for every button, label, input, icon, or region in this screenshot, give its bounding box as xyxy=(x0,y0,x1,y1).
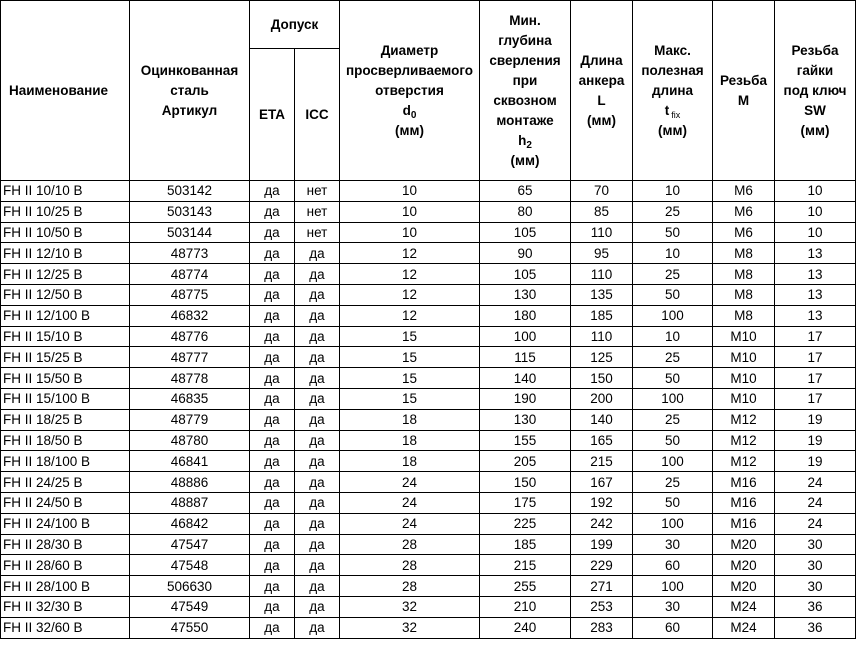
table-row xyxy=(1,347,856,368)
table-row xyxy=(1,305,856,326)
cell-nut-wrench: 17 xyxy=(775,368,856,389)
cell-icc: да xyxy=(295,534,340,555)
cell-diameter: 32 xyxy=(340,617,480,638)
cell-length: 85 xyxy=(571,201,633,222)
table-row xyxy=(1,617,856,638)
cell-article: 48886 xyxy=(130,472,250,493)
cell-thread: M24 xyxy=(713,617,775,638)
cell-length: 110 xyxy=(571,222,633,243)
cell-nut-wrench: 17 xyxy=(775,326,856,347)
cell-nut-wrench: 13 xyxy=(775,305,856,326)
cell-name: FH II 18/50 B xyxy=(1,430,130,451)
cell-icc: да xyxy=(295,347,340,368)
cell-thread: M8 xyxy=(713,264,775,285)
cell-nut-wrench: 10 xyxy=(775,181,856,202)
cell-length: 167 xyxy=(571,472,633,493)
cell-eta: да xyxy=(250,534,295,555)
cell-icc: да xyxy=(295,513,340,534)
cell-eta: да xyxy=(250,201,295,222)
cell-nut-wrench: 13 xyxy=(775,243,856,264)
cell-length: 242 xyxy=(571,513,633,534)
cell-length: 283 xyxy=(571,617,633,638)
cell-nut-wrench: 30 xyxy=(775,576,856,597)
table-row xyxy=(1,326,856,347)
cell-icc: да xyxy=(295,617,340,638)
cell-article: 48780 xyxy=(130,430,250,451)
cell-usable-length: 100 xyxy=(633,451,713,472)
cell-usable-length: 60 xyxy=(633,617,713,638)
cell-eta: да xyxy=(250,388,295,409)
cell-name: FH II 24/100 B xyxy=(1,513,130,534)
cell-name: FH II 18/25 B xyxy=(1,409,130,430)
cell-thread: M10 xyxy=(713,347,775,368)
cell-thread: M8 xyxy=(713,284,775,305)
cell-name: FH II 18/100 B xyxy=(1,451,130,472)
table-row xyxy=(1,555,856,576)
cell-min-depth: 210 xyxy=(480,596,571,617)
cell-diameter: 18 xyxy=(340,409,480,430)
cell-min-depth: 105 xyxy=(480,264,571,285)
cell-nut-wrench: 30 xyxy=(775,534,856,555)
cell-icc: да xyxy=(295,409,340,430)
cell-usable-length: 10 xyxy=(633,243,713,264)
cell-eta: да xyxy=(250,368,295,389)
cell-nut-wrench: 36 xyxy=(775,617,856,638)
cell-nut-wrench: 30 xyxy=(775,555,856,576)
cell-thread: M16 xyxy=(713,513,775,534)
table-row xyxy=(1,513,856,534)
cell-length: 165 xyxy=(571,430,633,451)
cell-usable-length: 50 xyxy=(633,368,713,389)
cell-nut-wrench: 10 xyxy=(775,222,856,243)
cell-diameter: 32 xyxy=(340,596,480,617)
cell-diameter: 12 xyxy=(340,264,480,285)
cell-name: FH II 12/10 B xyxy=(1,243,130,264)
cell-name: FH II 15/50 B xyxy=(1,368,130,389)
table-row xyxy=(1,596,856,617)
cell-article: 46841 xyxy=(130,451,250,472)
cell-min-depth: 105 xyxy=(480,222,571,243)
cell-usable-length: 100 xyxy=(633,305,713,326)
cell-nut-wrench: 13 xyxy=(775,264,856,285)
cell-min-depth: 185 xyxy=(480,534,571,555)
cell-min-depth: 65 xyxy=(480,181,571,202)
cell-nut-wrench: 24 xyxy=(775,492,856,513)
cell-diameter: 10 xyxy=(340,181,480,202)
cell-length: 150 xyxy=(571,368,633,389)
cell-icc: да xyxy=(295,555,340,576)
table-row xyxy=(1,451,856,472)
header-diameter: Диаметр просверливаемого отверстия $d_0$ (мм) xyxy=(340,1,480,181)
cell-min-depth: 215 xyxy=(480,555,571,576)
header-length: Длина анкера L (мм) xyxy=(571,1,633,181)
cell-icc: да xyxy=(295,326,340,347)
cell-usable-length: 50 xyxy=(633,430,713,451)
cell-name: FH II 15/25 B xyxy=(1,347,130,368)
cell-length: 135 xyxy=(571,284,633,305)
cell-article: 46835 xyxy=(130,388,250,409)
cell-thread: M12 xyxy=(713,409,775,430)
cell-article: 48775 xyxy=(130,284,250,305)
cell-icc: да xyxy=(295,430,340,451)
cell-length: 140 xyxy=(571,409,633,430)
cell-name: FH II 10/25 B xyxy=(1,201,130,222)
cell-icc: да xyxy=(295,451,340,472)
cell-name: FH II 12/25 B xyxy=(1,264,130,285)
cell-usable-length: 25 xyxy=(633,347,713,368)
cell-thread: M6 xyxy=(713,201,775,222)
cell-eta: да xyxy=(250,576,295,597)
cell-min-depth: 255 xyxy=(480,576,571,597)
cell-usable-length: 30 xyxy=(633,596,713,617)
header-min-depth: Мин. глубина сверления при сквозном монтаже $h_2$ (мм) xyxy=(480,1,571,181)
cell-thread: M8 xyxy=(713,305,775,326)
cell-usable-length: 100 xyxy=(633,513,713,534)
table-row xyxy=(1,368,856,389)
cell-thread: M16 xyxy=(713,492,775,513)
cell-article: 47547 xyxy=(130,534,250,555)
header-approval: Допуск xyxy=(250,1,340,49)
cell-article: 48778 xyxy=(130,368,250,389)
cell-min-depth: 225 xyxy=(480,513,571,534)
cell-eta: да xyxy=(250,472,295,493)
table-row xyxy=(1,243,856,264)
cell-length: 70 xyxy=(571,181,633,202)
cell-thread: M10 xyxy=(713,326,775,347)
cell-thread: M6 xyxy=(713,222,775,243)
cell-thread: M6 xyxy=(713,181,775,202)
cell-usable-length: 30 xyxy=(633,534,713,555)
cell-usable-length: 10 xyxy=(633,181,713,202)
table-row xyxy=(1,576,856,597)
table-header xyxy=(1,1,856,181)
cell-diameter: 15 xyxy=(340,347,480,368)
header-eta: ETA xyxy=(250,49,295,181)
cell-thread: M24 xyxy=(713,596,775,617)
cell-min-depth: 205 xyxy=(480,451,571,472)
cell-icc: да xyxy=(295,284,340,305)
cell-min-depth: 175 xyxy=(480,492,571,513)
cell-article: 503142 xyxy=(130,181,250,202)
cell-diameter: 15 xyxy=(340,388,480,409)
cell-name: FH II 24/25 B xyxy=(1,472,130,493)
cell-length: 192 xyxy=(571,492,633,513)
cell-nut-wrench: 24 xyxy=(775,472,856,493)
cell-min-depth: 150 xyxy=(480,472,571,493)
cell-icc: да xyxy=(295,264,340,285)
cell-icc: да xyxy=(295,472,340,493)
cell-name: FH II 28/30 B xyxy=(1,534,130,555)
cell-diameter: 28 xyxy=(340,534,480,555)
cell-length: 110 xyxy=(571,326,633,347)
table-row xyxy=(1,388,856,409)
cell-length: 125 xyxy=(571,347,633,368)
cell-nut-wrench: 10 xyxy=(775,201,856,222)
cell-usable-length: 50 xyxy=(633,284,713,305)
cell-icc: да xyxy=(295,596,340,617)
cell-name: FH II 12/100 B xyxy=(1,305,130,326)
cell-name: FH II 10/50 B xyxy=(1,222,130,243)
cell-length: 199 xyxy=(571,534,633,555)
cell-thread: M10 xyxy=(713,368,775,389)
cell-icc: да xyxy=(295,243,340,264)
cell-thread: M20 xyxy=(713,576,775,597)
cell-length: 185 xyxy=(571,305,633,326)
cell-thread: M16 xyxy=(713,472,775,493)
table-row xyxy=(1,534,856,555)
cell-article: 47548 xyxy=(130,555,250,576)
cell-eta: да xyxy=(250,451,295,472)
cell-eta: да xyxy=(250,492,295,513)
header-icc: ICC xyxy=(295,49,340,181)
cell-thread: M12 xyxy=(713,430,775,451)
cell-name: FH II 15/100 B xyxy=(1,388,130,409)
table-row xyxy=(1,264,856,285)
table-row xyxy=(1,492,856,513)
header-name: Наименование xyxy=(1,1,130,181)
cell-article: 503144 xyxy=(130,222,250,243)
cell-eta: да xyxy=(250,243,295,264)
cell-icc: да xyxy=(295,492,340,513)
cell-min-depth: 180 xyxy=(480,305,571,326)
cell-diameter: 24 xyxy=(340,472,480,493)
cell-usable-length: 25 xyxy=(633,472,713,493)
cell-diameter: 28 xyxy=(340,576,480,597)
cell-nut-wrench: 19 xyxy=(775,430,856,451)
cell-thread: M12 xyxy=(713,451,775,472)
cell-name: FH II 10/10 B xyxy=(1,181,130,202)
cell-diameter: 24 xyxy=(340,513,480,534)
header-thread: Резьба M xyxy=(713,1,775,181)
cell-min-depth: 190 xyxy=(480,388,571,409)
cell-usable-length: 100 xyxy=(633,576,713,597)
cell-eta: да xyxy=(250,305,295,326)
cell-article: 48774 xyxy=(130,264,250,285)
cell-diameter: 18 xyxy=(340,451,480,472)
cell-min-depth: 130 xyxy=(480,284,571,305)
cell-article: 48887 xyxy=(130,492,250,513)
cell-eta: да xyxy=(250,222,295,243)
cell-usable-length: 25 xyxy=(633,264,713,285)
cell-thread: M10 xyxy=(713,388,775,409)
cell-diameter: 15 xyxy=(340,326,480,347)
cell-eta: да xyxy=(250,347,295,368)
cell-nut-wrench: 17 xyxy=(775,347,856,368)
cell-article: 48773 xyxy=(130,243,250,264)
cell-eta: да xyxy=(250,284,295,305)
cell-diameter: 24 xyxy=(340,492,480,513)
cell-usable-length: 25 xyxy=(633,409,713,430)
cell-nut-wrench: 36 xyxy=(775,596,856,617)
cell-article: 46832 xyxy=(130,305,250,326)
cell-length: 229 xyxy=(571,555,633,576)
cell-article: 48777 xyxy=(130,347,250,368)
cell-eta: да xyxy=(250,617,295,638)
cell-usable-length: 50 xyxy=(633,222,713,243)
cell-usable-length: 25 xyxy=(633,201,713,222)
cell-length: 215 xyxy=(571,451,633,472)
cell-article: 503143 xyxy=(130,201,250,222)
cell-usable-length: 60 xyxy=(633,555,713,576)
cell-diameter: 15 xyxy=(340,368,480,389)
cell-thread: M20 xyxy=(713,534,775,555)
cell-min-depth: 100 xyxy=(480,326,571,347)
cell-eta: да xyxy=(250,430,295,451)
cell-eta: да xyxy=(250,409,295,430)
cell-name: FH II 24/50 B xyxy=(1,492,130,513)
cell-icc: да xyxy=(295,368,340,389)
table-body xyxy=(1,181,856,639)
cell-nut-wrench: 17 xyxy=(775,388,856,409)
header-article: Оцинкованная сталь Артикул xyxy=(130,1,250,181)
table-row xyxy=(1,222,856,243)
cell-thread: M8 xyxy=(713,243,775,264)
cell-nut-wrench: 13 xyxy=(775,284,856,305)
cell-min-depth: 240 xyxy=(480,617,571,638)
cell-min-depth: 80 xyxy=(480,201,571,222)
cell-name: FH II 28/100 B xyxy=(1,576,130,597)
cell-eta: да xyxy=(250,596,295,617)
cell-eta: да xyxy=(250,513,295,534)
cell-min-depth: 155 xyxy=(480,430,571,451)
cell-article: 47550 xyxy=(130,617,250,638)
cell-thread: M20 xyxy=(713,555,775,576)
table-row xyxy=(1,472,856,493)
table-row xyxy=(1,181,856,202)
cell-icc: нет xyxy=(295,201,340,222)
cell-nut-wrench: 24 xyxy=(775,513,856,534)
cell-diameter: 10 xyxy=(340,222,480,243)
cell-min-depth: 90 xyxy=(480,243,571,264)
cell-article: 47549 xyxy=(130,596,250,617)
cell-name: FH II 32/60 B xyxy=(1,617,130,638)
cell-icc: да xyxy=(295,388,340,409)
cell-diameter: 28 xyxy=(340,555,480,576)
table-row xyxy=(1,201,856,222)
cell-name: FH II 12/50 B xyxy=(1,284,130,305)
cell-icc: нет xyxy=(295,222,340,243)
cell-name: FH II 15/10 B xyxy=(1,326,130,347)
cell-article: 48776 xyxy=(130,326,250,347)
cell-name: FH II 32/30 B xyxy=(1,596,130,617)
cell-length: 253 xyxy=(571,596,633,617)
cell-min-depth: 115 xyxy=(480,347,571,368)
cell-usable-length: 100 xyxy=(633,388,713,409)
cell-usable-length: 10 xyxy=(633,326,713,347)
cell-eta: да xyxy=(250,264,295,285)
cell-diameter: 12 xyxy=(340,284,480,305)
cell-icc: да xyxy=(295,576,340,597)
cell-eta: да xyxy=(250,181,295,202)
cell-eta: да xyxy=(250,555,295,576)
cell-article: 506630 xyxy=(130,576,250,597)
cell-article: 48779 xyxy=(130,409,250,430)
cell-diameter: 12 xyxy=(340,243,480,264)
cell-nut-wrench: 19 xyxy=(775,451,856,472)
cell-min-depth: 140 xyxy=(480,368,571,389)
header-nut-wrench: Резьба гайки под ключ SW (мм) xyxy=(775,1,856,181)
cell-diameter: 12 xyxy=(340,305,480,326)
cell-eta: да xyxy=(250,326,295,347)
cell-length: 271 xyxy=(571,576,633,597)
cell-length: 95 xyxy=(571,243,633,264)
cell-nut-wrench: 19 xyxy=(775,409,856,430)
cell-icc: нет xyxy=(295,181,340,202)
table-row xyxy=(1,430,856,451)
cell-length: 200 xyxy=(571,388,633,409)
table-row xyxy=(1,409,856,430)
cell-name: FH II 28/60 B xyxy=(1,555,130,576)
cell-article: 46842 xyxy=(130,513,250,534)
cell-diameter: 10 xyxy=(340,201,480,222)
cell-icc: да xyxy=(295,305,340,326)
header-usable-length: Макс. полезная длина t $_{fix}$ (мм) xyxy=(633,1,713,181)
cell-length: 110 xyxy=(571,264,633,285)
cell-diameter: 18 xyxy=(340,430,480,451)
cell-usable-length: 50 xyxy=(633,492,713,513)
table-row xyxy=(1,284,856,305)
cell-min-depth: 130 xyxy=(480,409,571,430)
